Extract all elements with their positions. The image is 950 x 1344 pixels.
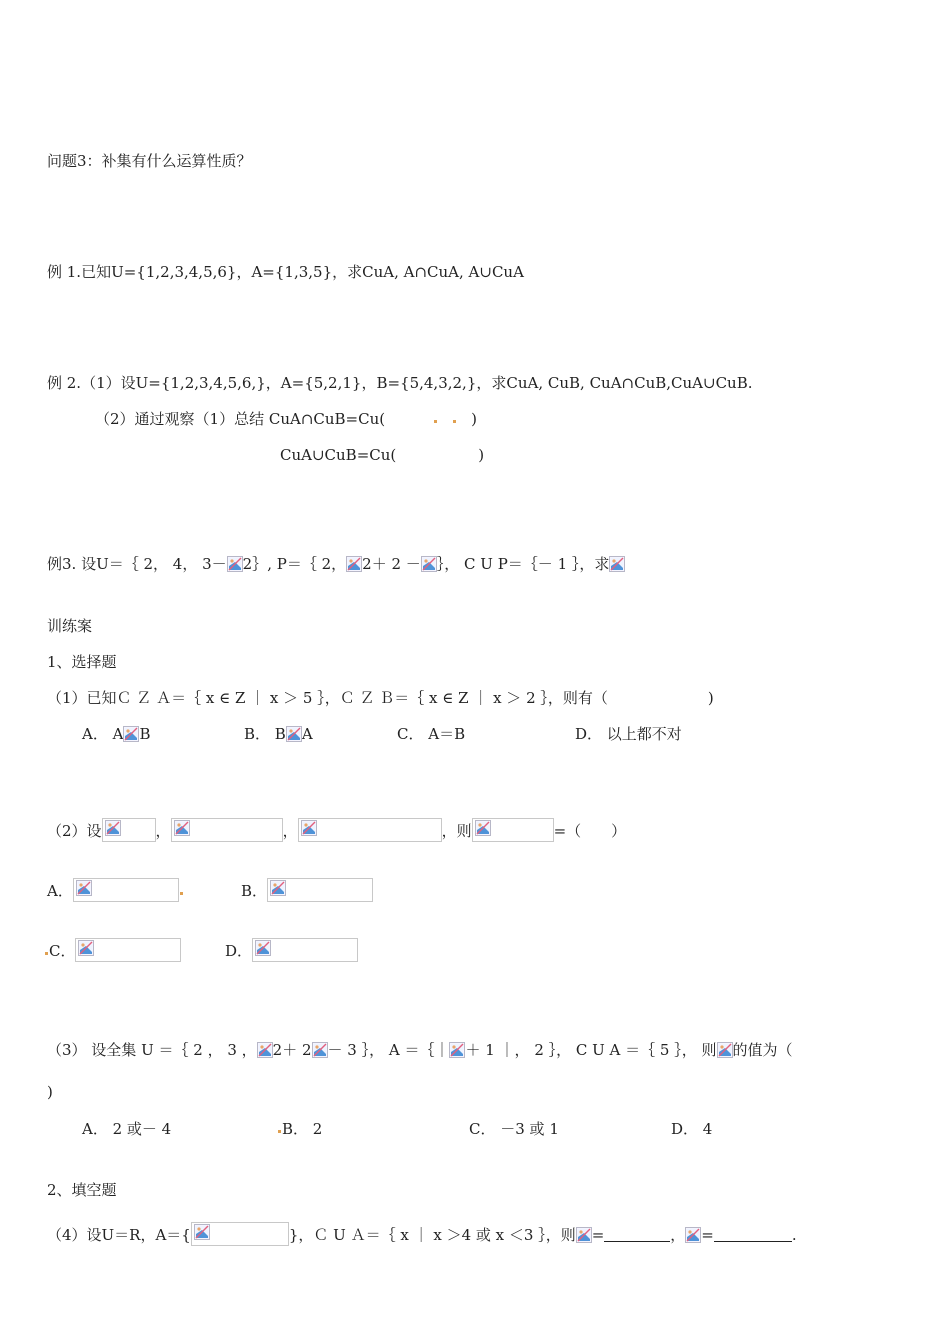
- formula-image-box: [267, 878, 373, 902]
- example-2-line-2: [95, 409, 477, 429]
- formula-image-box: [191, 1222, 289, 1246]
- q1-option-a-left: A． A: [82, 725, 124, 743]
- q2-equals: =（: [553, 822, 582, 840]
- missing-image-icon: [194, 1224, 210, 1240]
- missing-image-icon: [286, 726, 302, 742]
- formula-image-box: [472, 818, 554, 842]
- missing-image-icon: [609, 556, 625, 572]
- q2-close: ）: [611, 822, 627, 840]
- example-3-text-4: ｝， C U P＝｛－ 1 ｝，求: [436, 555, 610, 573]
- example-3-text-2: 2｝, P＝｛ 2，: [242, 555, 347, 573]
- q4-equals-2: =: [701, 1226, 714, 1244]
- formula-image-box: [75, 938, 181, 962]
- missing-image-icon: [76, 880, 92, 896]
- example-2-line-3-text: CuA∪CuB=Cu(: [280, 446, 397, 464]
- q3-option-d: D． 4: [671, 1120, 713, 1138]
- missing-image-icon: [576, 1227, 592, 1243]
- example-3: [47, 554, 625, 574]
- q4-text-2: }，Ｃ U Ａ＝｛ x ｜ x ＞4 或 x ＜3 ｝，则: [288, 1226, 576, 1244]
- q3-option-c: C． －3 或 1: [469, 1120, 559, 1138]
- missing-image-icon: [421, 556, 437, 572]
- q4-stem: [47, 1222, 797, 1246]
- example-3-text-3: 2＋ 2 －: [362, 555, 421, 573]
- formula-image-box: [171, 818, 283, 842]
- formula-image-box: [298, 818, 442, 842]
- q3-option-a: A． 2 或－ 4: [82, 1120, 172, 1138]
- missing-image-icon: [174, 820, 190, 836]
- missing-image-icon: [312, 1042, 328, 1058]
- missing-image-icon: [685, 1227, 701, 1243]
- q3-text-5: 的值为（: [732, 1041, 793, 1059]
- q3-option-b: [277, 1119, 322, 1139]
- answer-blank-2[interactable]: [714, 1227, 792, 1242]
- example-2-line-2-text: （2）通过观察（1）总结 CuA∩CuB=Cu(: [95, 410, 386, 428]
- missing-image-icon: [270, 880, 286, 896]
- q3-stem: [47, 1040, 793, 1060]
- missing-image-icon: [301, 820, 317, 836]
- section-2-title: 2、填空题: [47, 1181, 117, 1199]
- q2-stem-text: （2）设: [47, 822, 102, 840]
- q3-text-4: ＋ 1 ｜， 2 ｝， C U A ＝｛ 5 ｝， 则: [465, 1041, 717, 1059]
- q1-option-c: C． A＝B: [397, 725, 466, 743]
- missing-image-icon: [717, 1042, 733, 1058]
- q1-close: ): [707, 689, 714, 707]
- missing-image-icon: [123, 726, 139, 742]
- q1-option-b-right: A: [301, 725, 313, 743]
- q4-text-1: （4）设U＝R，A＝{: [47, 1226, 191, 1244]
- q3-close: ): [47, 1083, 53, 1101]
- q2-option-a-label: A．: [47, 882, 73, 900]
- formula-image-box: [102, 818, 156, 842]
- q2-comma: ，: [282, 822, 298, 840]
- training-title: 训练案: [47, 617, 93, 635]
- q3-text-3: － 3 ｝， A ＝｛｜: [327, 1041, 450, 1059]
- q2-then: ，则: [441, 822, 472, 840]
- q2-comma: ，: [155, 822, 171, 840]
- q1-option-b: [244, 724, 313, 744]
- q2-option-d: [225, 938, 358, 962]
- q2-option-b-label: B．: [241, 882, 268, 900]
- q1-option-a-right: B: [139, 725, 151, 743]
- q4-equals-1: =: [591, 1226, 605, 1244]
- missing-image-icon: [255, 940, 271, 956]
- missing-image-icon: [475, 820, 491, 836]
- q2-option-d-label: D．: [225, 942, 253, 960]
- q2-option-c-label: C．: [49, 942, 76, 960]
- q2-stem: [47, 818, 626, 842]
- section-1-title: 1、选择题: [47, 653, 117, 671]
- example-2-line-3: [280, 445, 484, 465]
- q3-option-b-text: B． 2: [282, 1120, 323, 1138]
- q1-option-d: D． 以上都不对: [575, 725, 682, 743]
- formula-image-box: [73, 878, 179, 902]
- q1-stem-text: （1）已知Ｃ Ｚ Ａ＝｛ x ∈ Z ｜ x ＞ 5 ｝，Ｃ Ｚ Ｂ＝｛ x ∈ Z ｜ x ＞ 2 ｝，则有（: [47, 689, 608, 707]
- q4-period: .: [791, 1226, 797, 1244]
- question-3: 问题3：补集有什么运算性质？: [47, 152, 252, 170]
- missing-image-icon: [105, 820, 121, 836]
- q3-text-1: （3） 设全集 U ＝｛ 2 ， 3 ，: [47, 1041, 257, 1059]
- q4-comma: ，: [670, 1226, 686, 1244]
- q3-text-2: 2＋ 2: [272, 1041, 312, 1059]
- missing-image-icon: [227, 556, 243, 572]
- missing-image-icon: [449, 1042, 465, 1058]
- example-3-text-1: 例3. 设U＝｛ 2， 4， 3－: [47, 555, 227, 573]
- example-2-line-3-close: ): [478, 446, 485, 464]
- q1-option-a: [82, 724, 150, 744]
- q1-stem: [47, 688, 714, 708]
- example-2-line-1: 例 2.（1）设U={1,2,3,4,5,6,}，A={5,2,1}，B={5,4,3,2,}，求CuA, CuB, CuA∩CuB,CuA∪CuB.: [47, 374, 753, 392]
- q1-option-b-left: B． B: [244, 725, 286, 743]
- answer-blank-1[interactable]: [604, 1227, 670, 1242]
- q2-option-a: [47, 878, 184, 902]
- missing-image-icon: [257, 1042, 273, 1058]
- q2-option-c: [44, 938, 181, 962]
- q2-option-b: [241, 878, 373, 902]
- formula-image-box: [252, 938, 358, 962]
- missing-image-icon: [346, 556, 362, 572]
- example-1: 例 1.已知U={1,2,3,4,5,6}，A={1,3,5}，求CuA, A∩CuA, A∪CuA: [47, 263, 524, 281]
- missing-image-icon: [78, 940, 94, 956]
- example-2-line-2-close: ): [471, 410, 477, 428]
